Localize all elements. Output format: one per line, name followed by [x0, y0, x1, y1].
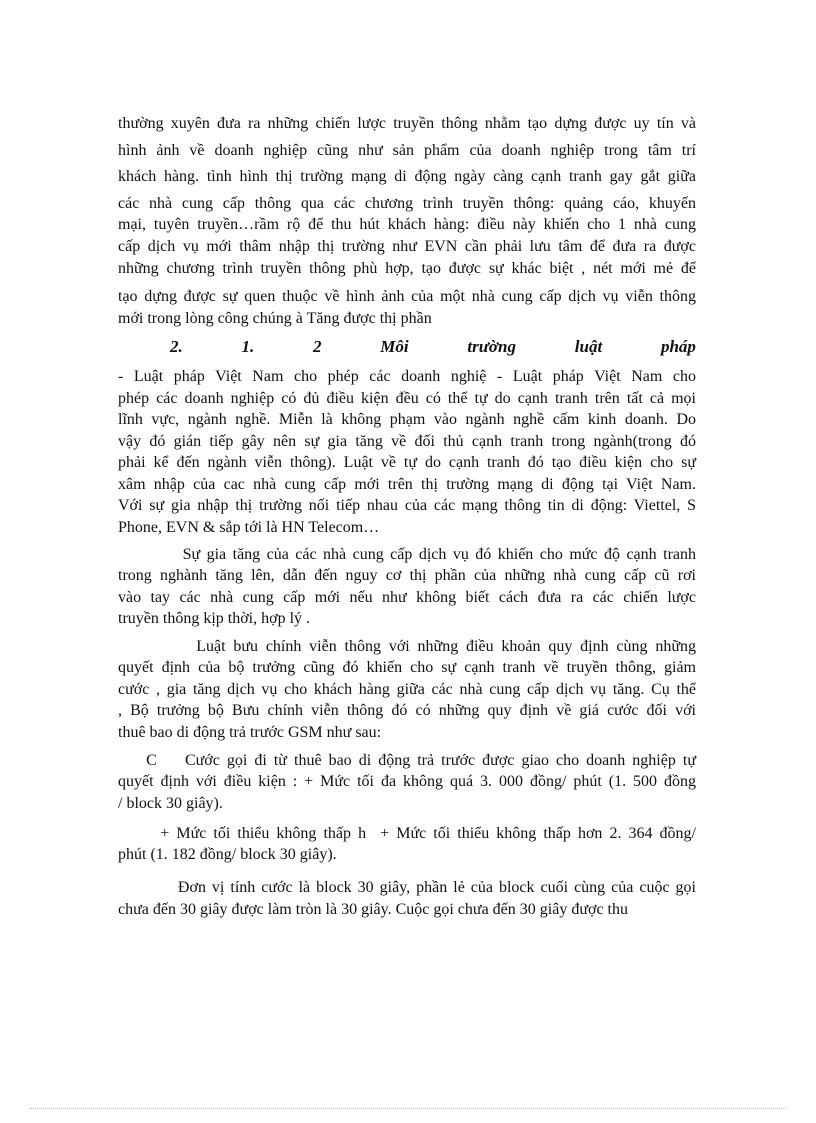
- paragraph-line: chưa đến 30 giây được làm tròn là 30 giây. Cuộc gọi chưa đến 30 giây được thu: [118, 901, 628, 918]
- paragraph-line: - Luật pháp Việt Nam cho phép các doanh nghiệ - Luật pháp Việt Nam cho: [118, 368, 696, 385]
- paragraph-line: trong nghành tăng lên, dẫn đến nguy cơ thị phần của những nhà cung cấp cũ rơi: [118, 567, 696, 584]
- paragraph-line: tạo dựng được sự quen thuộc về hình ảnh của một nhà cung cấp dịch vụ viễn thông: [118, 288, 696, 305]
- paragraph-line: lĩnh vực, ngành nghề. Miễn là không phạm vào ngành nghề cấm kinh doanh. Do: [118, 411, 696, 428]
- heading-word: 1.: [241, 337, 255, 356]
- paragraph-line: quyết định với điều kiện : + Mức tối đa không quá 3. 000 đồng/ phút (1. 500 đồng: [118, 773, 696, 790]
- paragraph-line: phép các doanh nghiệp có đủ điều kiện đều có thể tự do cạnh tranh trên tất cả mọi: [118, 390, 696, 407]
- paragraph-line: thường xuyên đưa ra những chiến lược truyền thông nhằm tạo dựng được uy tín và: [118, 115, 696, 132]
- paragraph-line: cước , gia tăng dịch vụ cho khách hàng giữa các nhà cung cấp dịch vụ tăng. Cụ thể: [118, 681, 696, 698]
- heading-word: 2.: [170, 337, 183, 356]
- paragraph-line: / block 30 giây).: [118, 795, 223, 812]
- paragraph-line: phút (1. 182 đồng/ block 30 giây).: [118, 846, 337, 863]
- paragraph-line: mại, tuyên truyền…rầm rộ để thu hút khách hàng: điều này khiến cho 1 nhà cung: [118, 216, 696, 233]
- paragraph-line: Phone, EVN & sắp tới là HN Telecom…: [118, 519, 380, 536]
- paragraph-line: Với sự gia nhập thị trường nối tiếp nhau của các mạng thông tin di động: Viettel, S: [118, 497, 696, 514]
- paragraph-line: cấp dịch vụ mới thâm nhập thị trường như EVN cần phải lưu tâm để đưa ra được: [118, 238, 696, 255]
- paragraph-line: + Mức tối thiểu không thấp h + Mức tối thiểu không thấp hơn 2. 364 đồng/: [118, 825, 696, 842]
- paragraph-line: phải kể đến ngành viễn thông). Luật về tự do cạnh tranh đó tạo điều kiện cho sự: [118, 454, 696, 471]
- paragraph-line: mới trong lòng công chúng à Tăng được thị phần: [118, 310, 432, 327]
- paragraph-line: xâm nhập của cac nhà cung cấp mới trên thị trường mạng di động tại Việt Nam.: [118, 476, 696, 493]
- paragraph-line: truyền thông kịp thời, hợp lý .: [118, 610, 311, 627]
- paragraph-line: các nhà cung cấp thông qua các chương trình truyền thông: quảng cáo, khuyến: [118, 195, 696, 212]
- paragraph-line: khách hàng. tình hình thị trường mạng di động ngày càng cạnh tranh gay gắt giữa: [118, 168, 696, 185]
- heading-word: pháp: [660, 337, 696, 356]
- paragraph-line: quyết định của bộ trưởng cũng đó khiến cho sự cạnh tranh về truyền thông, giảm: [118, 659, 696, 676]
- paragraph-line: Luật bưu chính viễn thông với những điều khoản quy định cùng những: [118, 638, 696, 655]
- paragraph-line: hình ảnh về doanh nghiệp cũng như sản phẩm của doanh nghiệp trong tâm trí: [118, 142, 696, 159]
- paragraph-line: Sự gia tăng của các nhà cung cấp dịch vụ đó khiến cho mức độ cạnh tranh: [118, 546, 696, 563]
- paragraph-line: thuê bao di động trả trước GSM như sau:: [118, 724, 382, 741]
- paragraph-line: vào tay các nhà cung cấp mới nếu như không biết cách đưa ra các chiến lược: [118, 589, 696, 606]
- heading-word: 2: [313, 337, 322, 356]
- heading-word: Môi: [380, 337, 409, 356]
- footer-divider: [30, 1108, 786, 1109]
- paragraph-line: những chương trình truyền thông phù hợp, tạo được sự khác biệt , nét mới mẻ để: [118, 260, 696, 277]
- heading-word: luật: [574, 337, 603, 356]
- paragraph-line: C Cước gọi đi từ thuê bao di động trả trước được giao cho doanh nghiệp tự: [118, 752, 696, 769]
- paragraph-line: Đơn vị tính cước là block 30 giây, phần lẻ của block cuối cùng của cuộc gọi: [118, 879, 696, 896]
- paragraph-line: , Bộ trưởng bộ Bưu chính viễn thông đó có những quy định về giá cước đối với: [118, 702, 696, 719]
- heading-word: trường: [467, 337, 517, 356]
- section-heading: [170, 337, 696, 357]
- paragraph-line: vậy đó gián tiếp gây nên sự gia tăng về đối thủ cạnh tranh trong ngành(trong đó: [118, 433, 696, 450]
